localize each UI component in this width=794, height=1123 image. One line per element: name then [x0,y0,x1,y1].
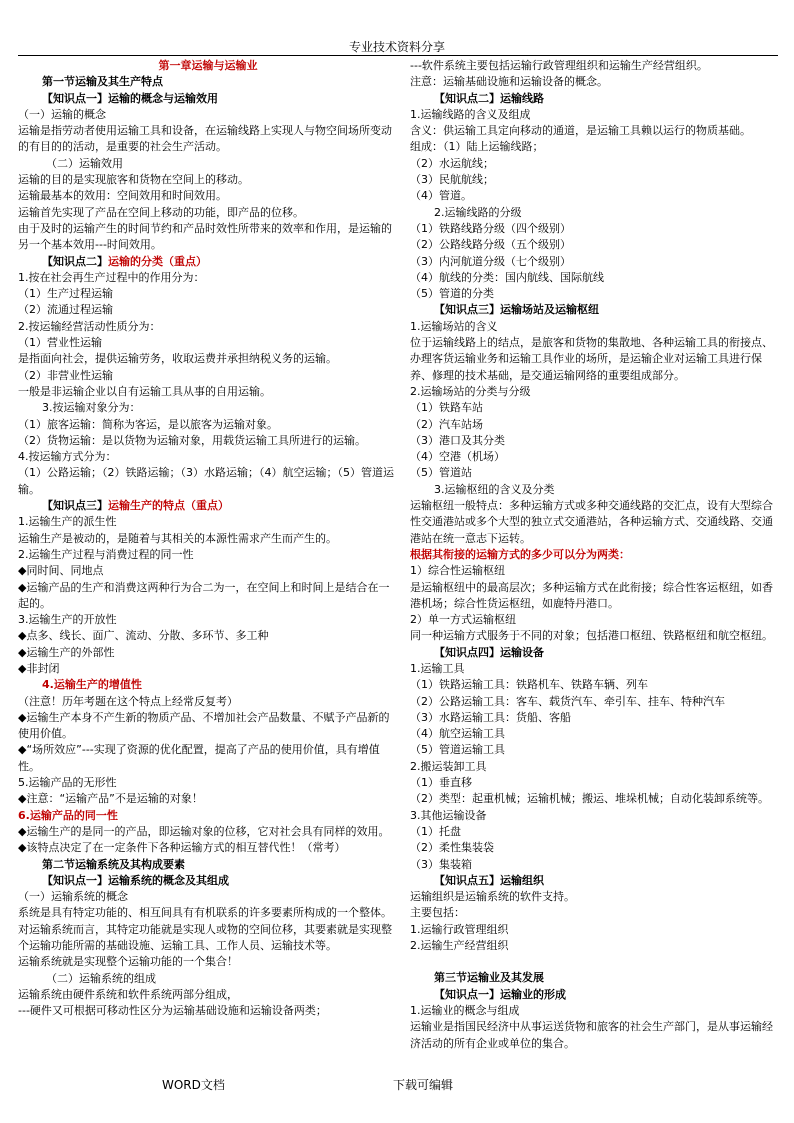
text-line: （2）汽车站场 [410,417,483,431]
text-line: 运输的目的是实现旅客和货物在空间上的移动。 [18,173,249,187]
text-line: 6.运输产品的同一性 [18,808,118,822]
text-line: 【知识点二】运输线路 [434,91,544,105]
text-line: （5）管道的分类 [410,287,494,301]
text-line: 2.搬运装卸工具 [410,759,487,773]
text-line: 第二节运输系统及其构成要素 [42,857,185,871]
heading-prefix: 【知识点二】 [42,254,108,268]
text-line: 4.按运输方式分为： [18,450,117,464]
heading-emphasis: 运输的分类（重点） [108,254,207,268]
text-line: （3）民航航线； [410,173,494,187]
text-line: （3）集装箱 [410,857,472,871]
text-line: 1.运输工具 [410,661,465,675]
text-line: 运输首先实现了产品在空间上移动的功能，即产品的位移。 [18,205,304,219]
text-line: （1）生产过程运输 [18,287,113,301]
text-line: 3.运输枢纽的含义及分类 [434,482,555,496]
text-line: 2.运输生产过程与消费过程的同一性 [18,547,194,561]
text-line: 1.运输生产的派生性 [18,515,117,529]
text-line: （1）铁路运输工具：铁路机车、铁路车辆、列车 [410,678,648,692]
text-line [18,254,398,270]
text-line: ◆注意：“运输产品”不是运输的对象！ [18,792,203,806]
text-line: 【知识点一】运输业的形成 [434,987,566,1001]
text-line: ◆运输生产本身不产生新的物质产品、不增加社会产品数量、不赋予产品新的使用价值。 [18,710,390,741]
text-line: （3）港口及其分类 [410,433,505,447]
right-column [410,58,778,1052]
text-line: 第三节运输业及其发展 [434,971,544,985]
text-line: 一般是非运输企业以自有运输工具从事的自用运输。 [18,384,271,398]
text-line: ◆该特点决定了在一定条件下各种运输方式的相互替代性！（常考） [18,841,346,855]
heading-emphasis: 运输生产的特点（重点） [108,499,229,513]
footer-right: 下载可编辑 [393,1078,454,1092]
left-column [18,58,398,1020]
text-line: （二）运输效用 [46,156,123,170]
text-line [18,498,398,514]
text-line: 1.按在社会再生产过程中的作用分为： [18,270,205,284]
text-line: （3）内河航道分级（七个级别） [410,254,571,268]
text-line: 由于及时的运输产生的时间节约和产品时效性所带来的效率和作用，是运输的另一个基本效用---时间效用。 [18,221,392,252]
text-line: （一）运输系统的概念 [18,890,128,904]
text-line: 根据其衔接的运输方式的多少可以分为两类： [410,547,630,561]
text-line: （1）垂直移 [410,776,472,790]
text-line: （注意！历年考题在这个特点上经常反复考） [18,694,238,708]
text-line: （4）管道。 [410,189,472,203]
text-line: （2）货物运输：是以货物为运输对象，用载货运输工具所进行的运输。 [18,433,366,447]
text-line: 【知识点一】运输系统的概念及其组成 [42,873,229,887]
text-line: （2）公路运输工具：客车、载货汽车、牵引车、挂车、特种汽车 [410,694,725,708]
text-line: 3.运输生产的开放性 [18,613,117,627]
text-line: 2.运输线路的分级 [434,205,522,219]
text-line: 是指面向社会，提供运输劳务，收取运费并承担纳税义务的运输。 [18,352,337,366]
text-line: 【知识点一】运输的概念与运输效用 [42,91,218,105]
text-line: 3.按运输对象分为： [42,401,141,415]
text-line: 2.按运输经营活动性质分为： [18,319,161,333]
text-line: （4）航空运输工具 [410,727,505,741]
text-line: 运输生产是被动的，是随着与其相关的本源性需求产生而产生的。 [18,531,337,545]
text-line: 2.运输生产经营组织 [410,939,509,953]
text-line: 5.运输产品的无形性 [18,776,117,790]
text-line: 第一节运输及其生产特点 [42,75,163,89]
text-line: 运输是指劳动者使用运输工具和设备，在运输线路上实现人与物空间场所变动的有目的的活动，是重要的社会生产活动。 [18,124,392,154]
footer-left: WORD文档 [162,1078,225,1092]
text-line: 注意：运输基础设施和运输设备的概念。 [410,75,608,89]
text-line: 系统是具有特定功能的、相互间具有有机联系的许多要素所构成的一个整体。 [18,906,392,920]
text-line: 含义：供运输工具定向移动的通道，是运输工具赖以运行的物质基础。 [410,124,751,138]
text-line: 4.运输生产的增值性 [42,678,142,692]
text-line: （2）柔性集装袋 [410,841,494,855]
text-line: （2）公路线路分级（五个级别） [410,238,571,252]
text-line: 运输系统由硬件系统和软件系统两部分组成， [18,987,238,1001]
text-line: （4）航线的分类：国内航线、国际航线 [410,270,604,284]
text-line: （1）公路运输；（2）铁路运输；（3）水路运输；（4）航空运输；（5）管道运输。 [18,466,394,496]
text-line: （2）类型：起重机械；运输机械；搬运、堆垛机械；自动化装卸系统等。 [410,792,769,806]
text-line: 1.运输场站的含义 [410,319,498,333]
text-line: （1）托盘 [410,824,461,838]
text-line: 运输业是指国民经济中从事运送货物和旅客的社会生产部门，是从事运输经济活动的所有企业或单位的集合。 [410,1020,773,1050]
text-line: （5）管道运输工具 [410,743,505,757]
text-line: 组成：（1）陆上运输线路； [410,140,544,154]
text-line: ◆非封闭 [18,661,60,675]
text-line: ---硬件又可根据可移动性区分为运输基础设施和运输设备两类； [18,1004,327,1018]
text-line: （3）水路运输工具：货船、客船 [410,710,571,724]
text-line: 【知识点四】运输设备 [434,645,544,659]
text-line: （2）非营业性运输 [18,368,113,382]
text-line: 运输枢纽一般特点：多种运输方式或多种交通线路的交汇点，设有大型综合性交通港站或多个大型的独立式交通港站，各种运输方式、交通线路、交通港站在统一意志下运转。 [410,499,773,545]
text-line: （2）流通过程运输 [18,303,113,317]
text-line: ◆同时间、同地点 [18,564,104,578]
text-line: ◆运输产品的生产和消费这两种行为合二为一，在空间上和时间上是结合在一起的。 [18,580,390,610]
text-line: ◆点多、线长、面广、流动、分散、多环节、多工种 [18,629,269,643]
text-line: （1）铁路线路分级（四个级别） [410,221,571,235]
text-line: 同一种运输方式服务于不同的对象；包括港口枢纽、铁路枢纽和航空枢纽。 [410,629,773,643]
text-line: 1.运输业的概念与组成 [410,1003,520,1017]
heading-prefix: 【知识点三】 [42,499,108,513]
text-line: 1.运输线路的含义及组成 [410,107,531,121]
text-line [410,954,778,970]
text-line: （5）管道站 [410,466,472,480]
header-divider [18,55,778,56]
text-line: ◆运输生产的外部性 [18,645,115,659]
text-line: 第一章运输与运输业 [158,59,258,72]
text-line: 位于运输线路上的结点，是旅客和货物的集散地、各种运输工具的衔接点、办理客货运输业务和运输工具作业的场所，是运输企业对运输工具进行保养、修理的技术基础，是交通运输网络的重要组成部分。 [410,336,773,382]
text-line: 2）单一方式运输枢纽 [410,613,516,627]
text-line: 3.其他运输设备 [410,808,487,822]
text-line: 1）综合性运输枢纽 [410,564,505,578]
text-line: （1）铁路车站 [410,401,483,415]
text-line: （4）空港（机场） [410,450,505,464]
text-line: ◆“场所效应”---实现了资源的优化配置，提高了产品的使用价值，具有增值性。 [18,743,380,773]
text-line: （二）运输系统的组成 [46,971,156,985]
text-line: 运输最基本的效用：空间效用和时间效用。 [18,189,227,203]
page-header: 专业技术资料分享 [348,40,445,54]
text-line: （1）营业性运输 [18,336,102,350]
text-line: 运输系统就是实现整个运输功能的一个集合！ [18,955,238,969]
text-line: 是运输枢纽中的最高层次；多种运输方式在此衔接；综合性客运枢纽，如香港机场；综合性货运枢纽，如鹿特丹港口。 [410,580,773,610]
text-line: 运输组织是运输系统的软件支持。 [410,890,575,904]
text-line: ---软件系统主要包括运输行政管理组织和运输生产经营组织。 [410,59,708,72]
text-line: 【知识点三】运输场站及运输枢纽 [434,303,599,317]
text-line: ◆运输生产的是同一的产品，即运输对象的位移，它对社会具有同样的效用。 [18,824,390,838]
text-line: （一）运输的概念 [18,107,106,121]
text-line: 主要包括： [410,906,465,920]
text-line: 2.运输场站的分类与分级 [410,384,531,398]
text-line: （1）旅客运输：简称为客运，是以旅客为运输对象。 [18,417,278,431]
text-line: （2）水运航线； [410,156,494,170]
text-line: 【知识点五】运输组织 [434,873,544,887]
text-line: 1.运输行政管理组织 [410,922,509,936]
text-line: 对运输系统而言，其特定功能就是实现人或物的空间位移，其要素就是实现整个运输功能所需的基础设施、运输工具、工作人员、运输技术等。 [18,922,392,953]
